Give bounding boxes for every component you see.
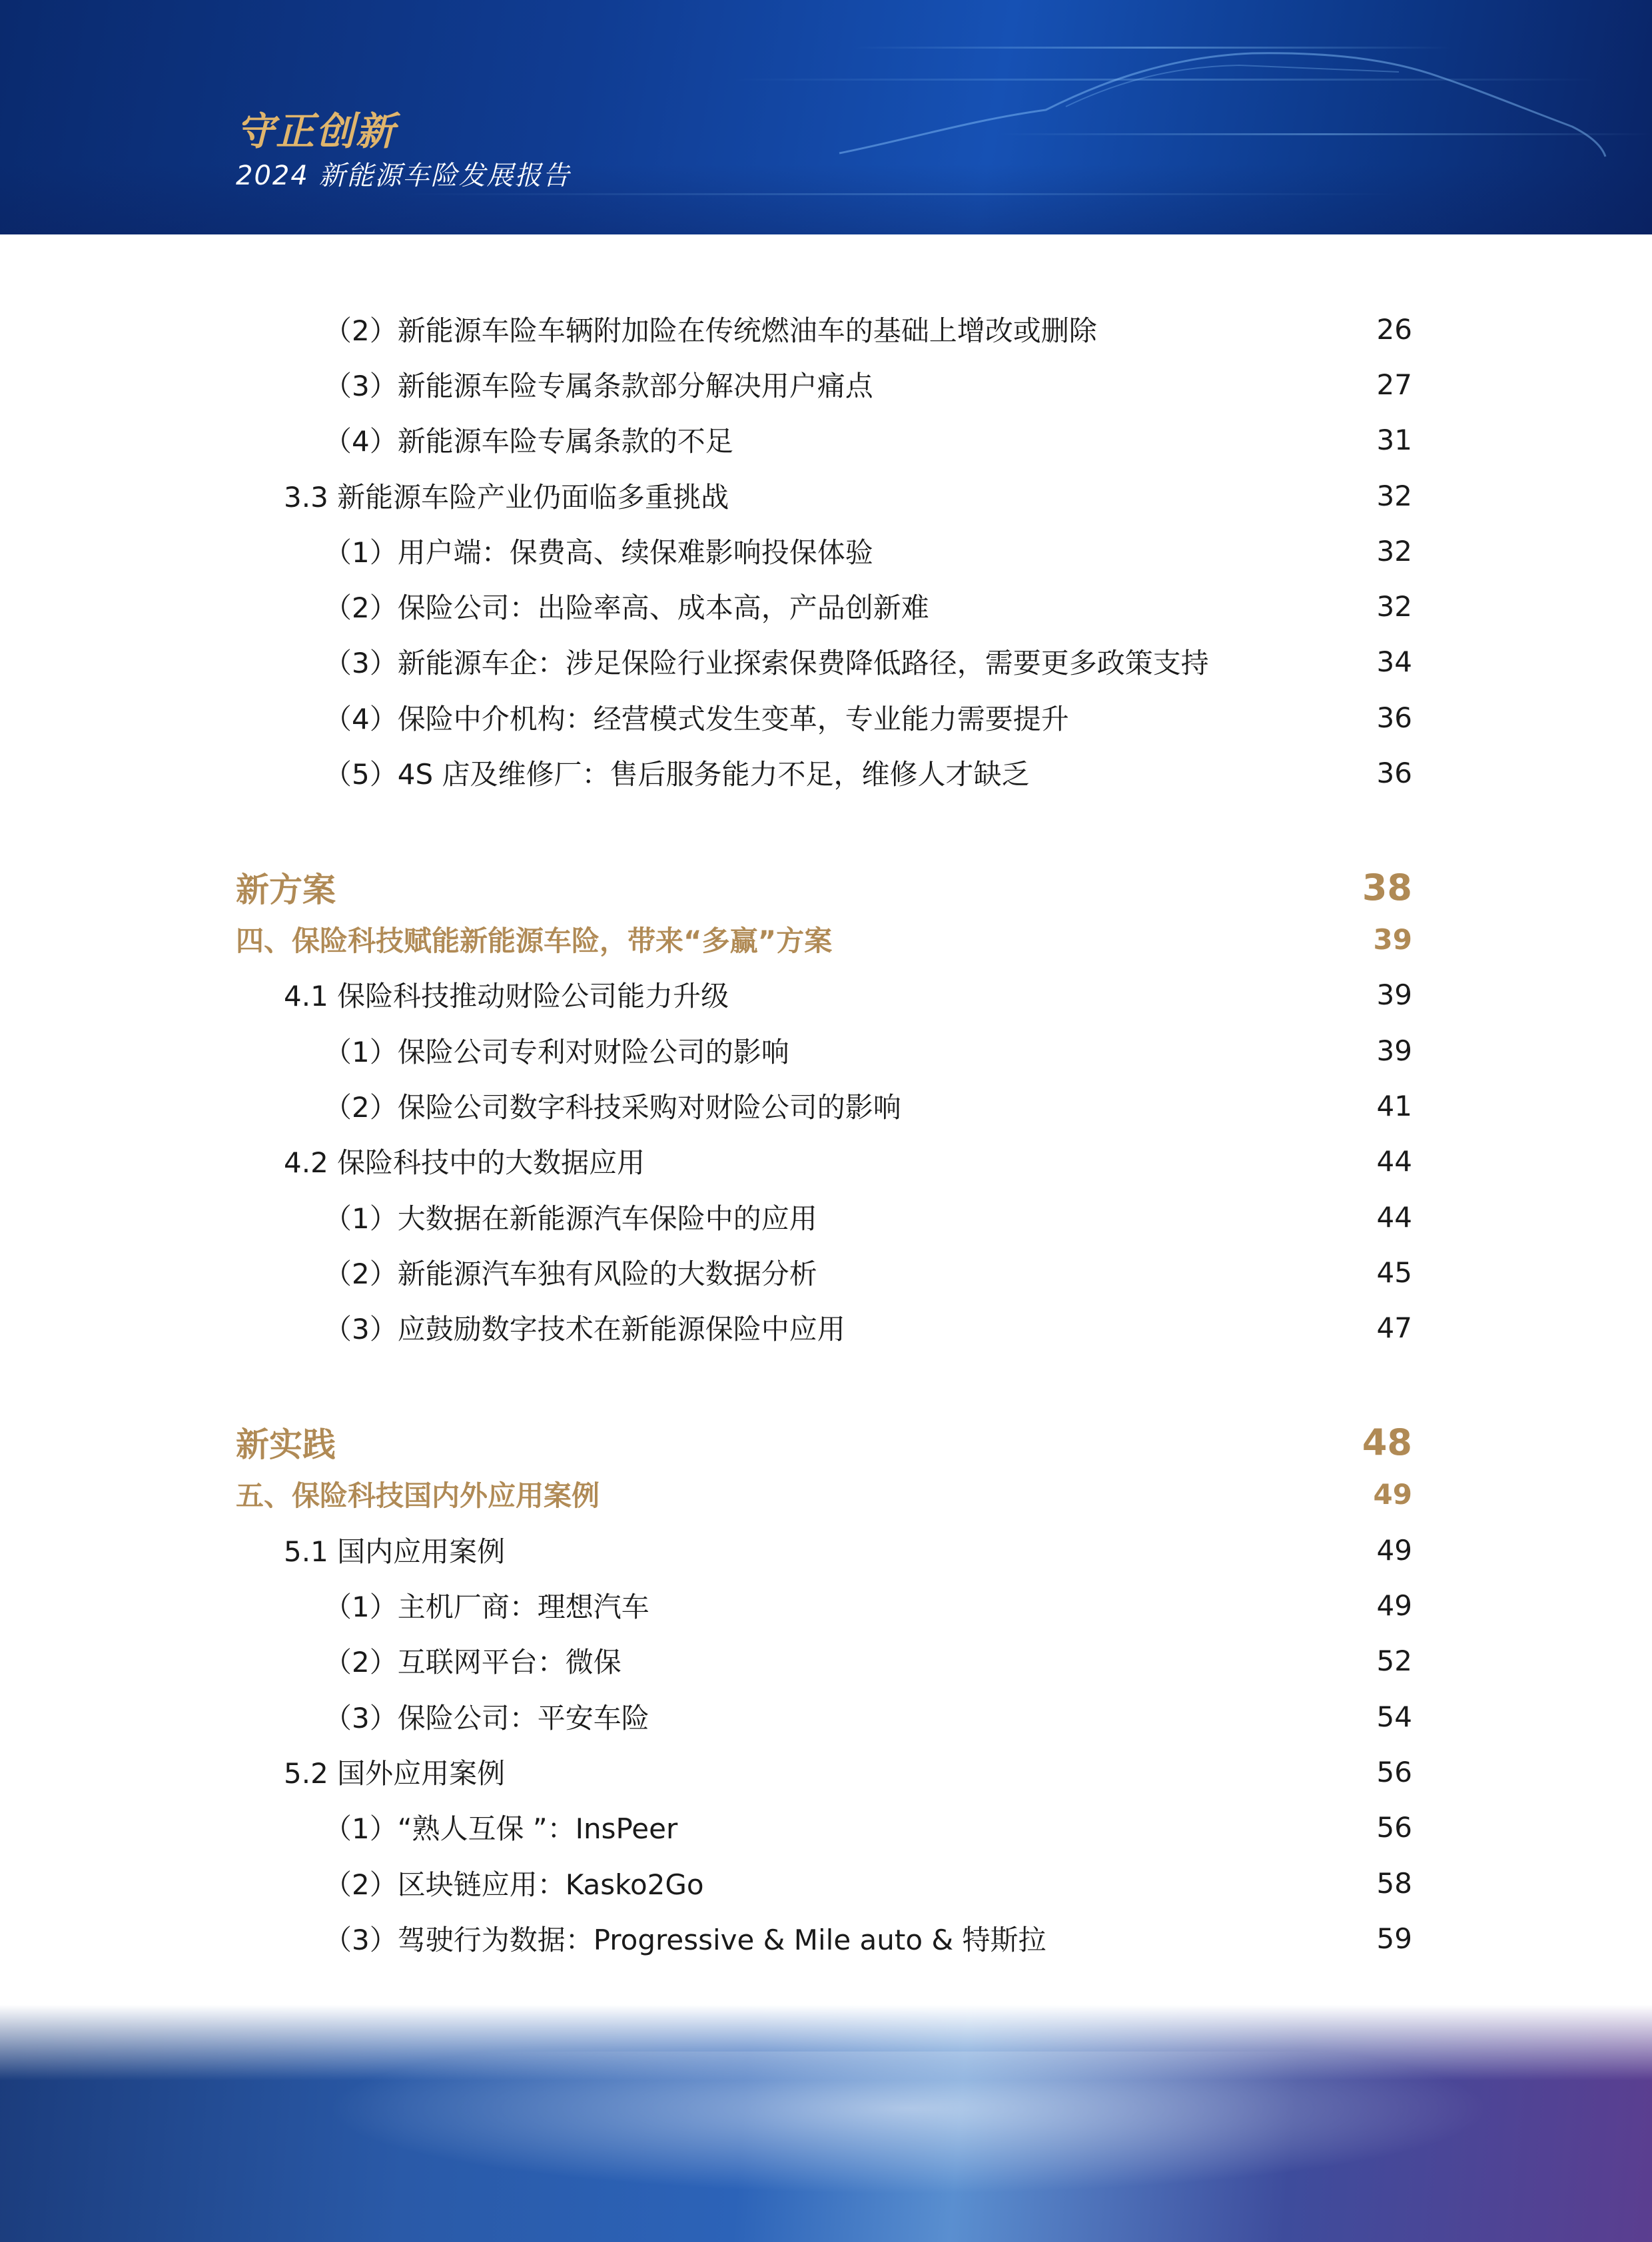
toc-entry-title: （3）新能源车企：涉足保险行业探索保费降低路径，需要更多政策支持 xyxy=(324,647,1209,679)
toc-entry-page: 45 xyxy=(1376,1256,1412,1289)
toc-entry-page: 56 xyxy=(1376,1810,1412,1844)
toc-entry[interactable] xyxy=(236,1523,1412,1577)
toc-entry[interactable] xyxy=(236,1800,1412,1854)
toc-entry-page: 59 xyxy=(1376,1922,1412,1955)
toc-entry[interactable] xyxy=(236,1634,1412,1687)
toc-entry[interactable] xyxy=(236,302,1412,356)
toc-entry-page: 49 xyxy=(1376,1589,1412,1622)
toc-entry-page: 39 xyxy=(1376,978,1412,1011)
toc-entry-title: （2）新能源车险车辆附加险在传统燃油车的基础上增改或删除 xyxy=(324,314,1097,347)
toc-entry-page: 41 xyxy=(1376,1089,1412,1122)
toc-entry-title: （1）用户端：保费高、续保难影响投保体验 xyxy=(324,536,873,569)
toc-entry[interactable] xyxy=(236,1246,1412,1299)
toc-entry-page: 54 xyxy=(1376,1700,1412,1733)
toc-entry-page: 44 xyxy=(1376,1144,1412,1178)
light-streak xyxy=(400,193,1399,195)
brand-title: 守正创新 xyxy=(236,109,396,154)
toc-entry-title: （2）新能源汽车独有风险的大数据分析 xyxy=(324,1258,817,1290)
toc-entry[interactable] xyxy=(236,1745,1412,1798)
chapter-page: 39 xyxy=(1373,923,1412,956)
car-silhouette-icon xyxy=(826,40,1612,167)
toc-entry-title: （3）保险公司：平安车险 xyxy=(324,1702,649,1734)
toc-entry-title: 5.2 国外应用案例 xyxy=(284,1757,506,1790)
toc-entry[interactable] xyxy=(236,579,1412,633)
toc-entry-page: 32 xyxy=(1376,534,1412,567)
toc-entry-page: 49 xyxy=(1376,1533,1412,1567)
toc-entry[interactable] xyxy=(236,968,1412,1021)
toc-entry-page: 52 xyxy=(1376,1644,1412,1677)
toc-entry-title: 5.1 国内应用案例 xyxy=(284,1535,506,1568)
toc-entry-page: 39 xyxy=(1376,1034,1412,1067)
toc-entry[interactable] xyxy=(236,1579,1412,1632)
toc-entry-page: 32 xyxy=(1376,479,1412,512)
toc-entry-page: 44 xyxy=(1376,1200,1412,1234)
toc-entry-title: （5）4S 店及维修厂：售后服务能力不足，维修人才缺乏 xyxy=(324,758,1030,791)
toc-entry[interactable] xyxy=(236,1079,1412,1132)
toc-entry-page: 31 xyxy=(1376,423,1412,456)
section-title: 新方案 xyxy=(236,871,336,909)
toc-entry-title: （4）新能源车险专属条款的不足 xyxy=(324,425,733,458)
toc-entry[interactable] xyxy=(236,1690,1412,1743)
toc-entry-title: （3）驾驶行为数据：Progressive & Mile auto & 特斯拉 xyxy=(324,1924,1046,1956)
toc-entry[interactable] xyxy=(236,358,1412,411)
toc-entry[interactable] xyxy=(236,1301,1412,1354)
toc-entry-title: （2）保险公司数字科技采购对财险公司的影响 xyxy=(324,1091,901,1124)
toc-entry[interactable] xyxy=(236,1856,1412,1910)
report-subtitle: 2024 新能源车险发展报告 xyxy=(236,161,571,191)
toc-entry-title: 4.2 保险科技中的大数据应用 xyxy=(284,1146,645,1179)
toc-entry-title: （3）新能源车险专属条款部分解决用户痛点 xyxy=(324,370,873,402)
toc-entry[interactable] xyxy=(236,1912,1412,1965)
toc-entry-title: （1）“熟人互保 ”：InsPeer xyxy=(324,1812,678,1845)
toc-entry[interactable] xyxy=(236,524,1412,577)
toc-entry-page: 32 xyxy=(1376,589,1412,623)
section-title: 新实践 xyxy=(236,1425,336,1464)
toc-entry-page: 27 xyxy=(1376,368,1412,401)
chapter-title: 四、保险科技赋能新能源车险，带来“多赢”方案 xyxy=(236,925,833,957)
toc-entry[interactable] xyxy=(236,1134,1412,1188)
toc-entry[interactable] xyxy=(236,635,1412,688)
toc-entry[interactable] xyxy=(236,1190,1412,1244)
chapter-page: 49 xyxy=(1373,1477,1412,1511)
toc-entry-title: （3）应鼓励数字技术在新能源保险中应用 xyxy=(324,1313,845,1345)
chapter-heading[interactable] xyxy=(236,913,1412,966)
toc-entry-title: （2）互联网平台：微保 xyxy=(324,1646,621,1679)
toc-entry-page: 56 xyxy=(1376,1755,1412,1788)
toc-entry[interactable] xyxy=(236,1024,1412,1077)
toc-entry-title: （1）主机厂商：理想汽车 xyxy=(324,1591,649,1623)
toc-entry-page: 47 xyxy=(1376,1311,1412,1344)
toc-entry-title: （1）保险公司专利对财险公司的影响 xyxy=(324,1036,789,1068)
chapter-heading[interactable] xyxy=(236,1467,1412,1521)
toc-entry-page: 36 xyxy=(1376,756,1412,789)
toc-entry-title: （1）大数据在新能源汽车保险中的应用 xyxy=(324,1202,817,1235)
toc-entry-page: 58 xyxy=(1376,1866,1412,1900)
toc-entry[interactable] xyxy=(236,691,1412,744)
header-banner xyxy=(0,0,1652,234)
footer-glow xyxy=(0,2052,1652,2242)
toc-entry[interactable] xyxy=(236,746,1412,799)
toc-entry-page: 36 xyxy=(1376,701,1412,734)
chapter-title: 五、保险科技国内外应用案例 xyxy=(236,1479,600,1512)
toc-entry-title: 3.3 新能源车险产业仍面临多重挑战 xyxy=(284,481,729,514)
toc-entry-title: 4.1 保险科技推动财险公司能力升级 xyxy=(284,980,729,1012)
toc-entry[interactable] xyxy=(236,413,1412,466)
toc-entry-title: （2）区块链应用：Kasko2Go xyxy=(324,1868,704,1901)
toc-entry-title: （2）保险公司：出险率高、成本高，产品创新难 xyxy=(324,591,929,624)
section-page: 38 xyxy=(1362,866,1412,909)
toc-entry[interactable] xyxy=(236,469,1412,522)
section-heading[interactable] xyxy=(236,861,1412,914)
toc-entry-page: 34 xyxy=(1376,645,1412,678)
section-heading[interactable] xyxy=(236,1415,1412,1469)
section-page: 48 xyxy=(1362,1421,1412,1463)
toc-entry-title: （4）保险中介机构：经营模式发生变革，专业能力需要提升 xyxy=(324,703,1069,735)
toc-entry-page: 26 xyxy=(1376,312,1412,346)
